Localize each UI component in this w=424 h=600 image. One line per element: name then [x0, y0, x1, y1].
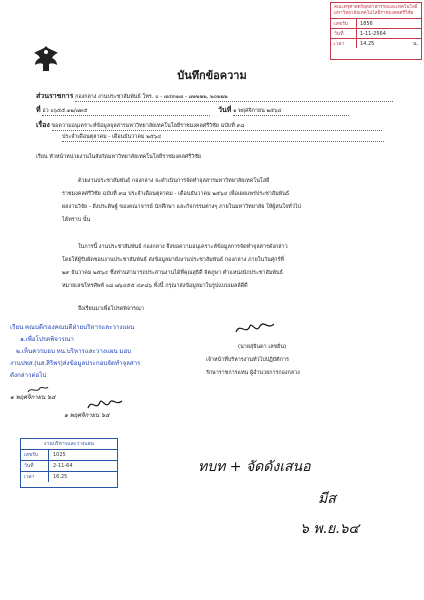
- handwritten-note-line: งานปชส.(นส.สิริพร)ส่งข้อมูลประกอบจัดทำจุลสาร: [10, 360, 141, 367]
- handwritten-note-line: มีส: [318, 491, 336, 507]
- signer-title: รักษาราชการแทน ผู้อำนวยการกองกลาง: [206, 370, 300, 376]
- para1-line: ด้วยงานประชาสัมพันธ์ กองกลาง จะดำเนินการจัดทำจุลสารมหาวิทยาลัยเทคโนโลยี: [78, 178, 270, 184]
- para1-line: ราชมงคลศรีวิชัย ฉบับที่ ๙๘ ประจำเดือนตุลาคม - เดือนธันวาคม ๒๕๖๔ เพื่อเผยแพร่ประชาสัมพันธ์: [62, 191, 290, 197]
- planning-stamp: [20, 438, 118, 488]
- para2-line: ในการนี้ งานประชาสัมพันธ์ กองกลาง จึงขอความอนุเคราะห์ข้อมูลการจัดทำจุลสารดังกล่าว: [78, 244, 288, 250]
- agency-label: ส่วนราชการ: [36, 92, 74, 100]
- subject-label: เรื่อง: [36, 121, 50, 129]
- registration-stamp-row: วันที่ 1-11-2564: [331, 29, 421, 39]
- subject-line-2: ประจำเดือนตุลาคม - เดือนธันวาคม ๒๕๖๔: [62, 134, 384, 142]
- para1-line: ผลงานวิจัย - สิ่งประดิษฐ์ ของคณาจารย์ นักศึกษา และกิจกรรมต่างๆ ภายในมหาวิทยาลัย ให้ผู้สนใจทั่วไป: [62, 204, 301, 210]
- planning-stamp-heading: งานบริหารและวางแผน: [21, 439, 117, 450]
- planning-stamp-row: เลขรับ 1025: [21, 450, 117, 461]
- handwritten-note-line: ทบท + จัดดังเสนอ: [198, 459, 311, 475]
- subject-row: [36, 121, 382, 131]
- registration-stamp-row: เวลา 14.25 น.: [331, 39, 421, 48]
- planning-stamp-row: วันที่ 2-11-64: [21, 461, 117, 472]
- registration-stamp-row: เลขรับ 1856: [331, 19, 421, 29]
- para2-line: โดยให้ผู้รับผิดชอบงานประชาสัมพันธ์ ส่งข้อมูลมายังงานประชาสัมพันธ์ กองกลาง ภายในวันศุกร์ที่: [62, 257, 284, 263]
- signature-icon: [232, 318, 276, 340]
- para1-line: ได้ทราบ นั้น: [62, 217, 91, 223]
- reference-label: ที่: [36, 106, 41, 114]
- handwritten-note-line: ๑.เพื่อโปรดพิจารณา: [20, 336, 74, 343]
- reference-row: [36, 106, 349, 116]
- signer-title: เจ้าหน้าที่บริหารงานทั่วไปปฏิบัติการ: [206, 357, 289, 363]
- registration-stamp-heading: คณะครุศาสตร์อุตสาหกรรมและเทคโนโลยี มหาวิทยาลัยเทคโนโลยีราชมงคลศรีวิชัย: [331, 3, 421, 19]
- closing-line: จึงเรียนมาเพื่อโปรดพิจารณา: [78, 306, 144, 312]
- agency-value: กองกลาง งานประชาสัมพันธ์ โทร. ๐ - ๗๔๓๑๗ - ๗๑๒๒๒, ๒๐๒๒๒: [75, 94, 393, 102]
- handwritten-note-line: ๖ พ.ย.๖๔: [300, 521, 360, 537]
- planning-stamp-row: เวลา 16.25: [21, 472, 117, 482]
- signer-name: (นายสุจินดา เลขยิ่น): [238, 344, 287, 350]
- handwritten-date: ๑ พฤศจิกายน ๖๔: [64, 412, 110, 419]
- handwritten-note-line: ๒.เห็นควรมอบ หน.บริหารและวางแผน มอบ: [16, 348, 132, 355]
- agency-row: [36, 92, 393, 102]
- date-value: ๑ พฤศจิกายน ๒๕๖๔: [233, 108, 349, 116]
- handwritten-note-line: ดังกล่าวต่อไป: [10, 372, 47, 379]
- handwritten-date: ๑ พฤศจิกายน ๖๔: [10, 394, 56, 401]
- memo-title: บันทึกข้อความ: [177, 69, 247, 82]
- handwritten-note-line: เรียน คณบดี/รองคณบดีฝ่ายบริหารและวางแผน: [10, 324, 135, 331]
- para2-line: หมายเลขโทรศัพท์ ๐๘ ๗๖๔๕๕ ๔๙๘๖ ทั้งนี้ กรุณาส่งข้อมูลมาในรูปแบบเมลล์ดีดี: [62, 283, 248, 289]
- date-label: วันที่: [218, 106, 232, 114]
- subject-line-1: ขอความอนุเคราะห์ข้อมูลจุลสารมหาวิทยาลัยเทคโนโลยีราชมงคลศรีวิชัย ฉบับที่ ๙๘: [52, 123, 382, 131]
- para2-line: ๒๙ ธันวาคม ๒๕๖๔ ซึ่งท่านสามารถประสานงานได้ที่คุณสุธิดี จิตภูษา ตำแหน่งนักประชาสัมพันธ์: [62, 270, 283, 276]
- registration-stamp: [330, 2, 422, 60]
- salutation: เรียน หัวหน้าหน่วยงานในสังกัดมหาวิทยาลัยเทคโนโลยีราชมงคลศรีวิชัย: [36, 154, 202, 160]
- reference-value: อว ๐๖๕๕.๑๒/๗๓๕: [42, 108, 210, 116]
